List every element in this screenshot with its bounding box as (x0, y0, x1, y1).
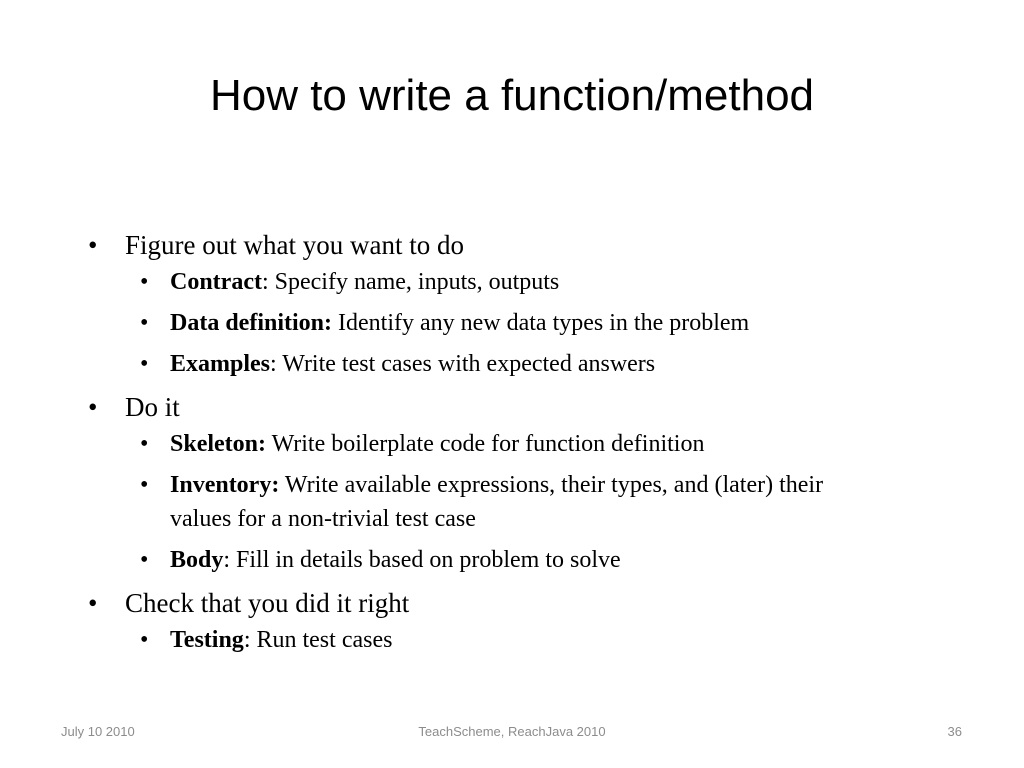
sub-bullet-list (140, 265, 948, 381)
bullet-text: Figure out what you want to do (125, 230, 464, 260)
bullet-icon: • (140, 472, 149, 498)
sub-bullet-term: Inventory: (170, 472, 280, 498)
sub-bullet-term: Data definition: (170, 310, 332, 336)
sub-bullet-text: Write boilerplate code for function definition (266, 431, 705, 457)
sub-bullet-term: Testing (170, 627, 244, 653)
bullet-icon: • (140, 351, 149, 377)
bullet-icon: • (88, 588, 98, 618)
bullet-item (88, 388, 948, 577)
bullet-icon: • (140, 627, 149, 653)
slide-title: How to write a function/method (209, 71, 815, 120)
bullet-icon: • (140, 269, 149, 295)
sub-bullet-text: : Specify name, inputs, outputs (261, 269, 560, 295)
bullet-text: Do it (125, 392, 180, 422)
bullet-list (88, 226, 948, 657)
sub-bullet-text: : Write test cases with expected answers (270, 351, 656, 377)
sub-bullet-item (140, 543, 948, 577)
sub-bullet-item (140, 623, 948, 657)
sub-bullet-text: Identify any new data types in the problem (332, 310, 750, 336)
sub-bullet-item (140, 468, 870, 536)
sub-bullet-term: Skeleton: (170, 431, 266, 457)
bullet-icon: • (140, 431, 149, 457)
sub-bullet-item (140, 347, 948, 381)
sub-bullet-text: : Fill in details based on problem to solve (223, 547, 621, 573)
bullet-icon: • (140, 310, 149, 336)
sub-bullet-term: Contract (170, 269, 262, 295)
bullet-text: Check that you did it right (125, 588, 410, 618)
sub-bullet-list (140, 427, 948, 577)
sub-bullet-item (140, 306, 948, 340)
slide-body (88, 226, 948, 664)
bullet-icon: • (88, 392, 98, 422)
slide-number: 36 (947, 724, 962, 739)
bullet-item (88, 226, 948, 381)
footer-title: TeachScheme, ReachJava 2010 (418, 724, 606, 739)
sub-bullet-item (140, 265, 948, 299)
sub-bullet-list (140, 623, 948, 657)
bullet-icon: • (88, 230, 98, 260)
bullet-item (88, 584, 948, 657)
sub-bullet-text: : Run test cases (243, 627, 393, 653)
footer-date: July 10 2010 (61, 724, 135, 739)
sub-bullet-text: Write available expressions, their types, and (later) their values for a non-trivial test case (170, 472, 824, 532)
sub-bullet-item (140, 427, 948, 461)
bullet-icon: • (140, 547, 149, 573)
sub-bullet-term: Body (170, 547, 224, 573)
sub-bullet-term: Examples (170, 351, 271, 377)
